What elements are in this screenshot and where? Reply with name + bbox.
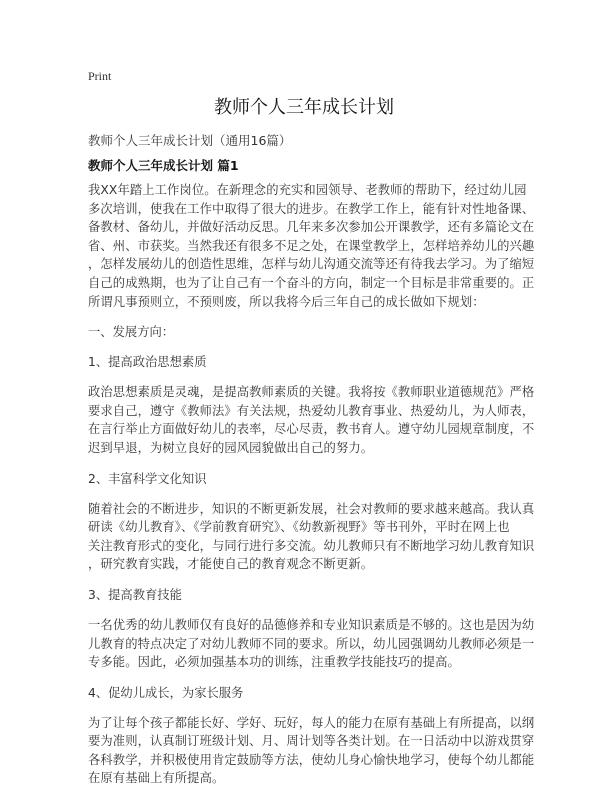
text-line: 备教材、备幼儿，并做好活动反思。几年来多次参加公开课教学，还有多篇论文在 (88, 220, 535, 235)
text-line: 自己的成熟期，也为了让自己有一个奋斗的方向，制定一个目标是非常重要的。正 (88, 275, 535, 290)
text-line: 要为准则，认真制订班级计划、月、周计划等各类计划。在一日活动中以游戏贯穿 (88, 734, 535, 749)
document-page (88, 68, 535, 800)
section-heading-4: 4、促幼儿成长，为家长服务 (88, 685, 244, 700)
section-heading-direction: 一、发展方向： (88, 325, 175, 340)
subtitle: 教师个人三年成长计划（通用16篇） (88, 133, 292, 148)
paragraph-politics (88, 383, 535, 457)
text-line: 我XX年踏上工作岗位。在新理念的充实和园领导、老教师的帮助下，经过幼儿园 (88, 183, 527, 197)
text-line: ，研究教育实践，才能使自己的教育观念不断更新。 (88, 557, 374, 572)
article-heading: 教师个人三年成长计划 篇1 (88, 158, 239, 173)
text-line: 在原有基础上有所提高。 (88, 771, 225, 786)
print-label[interactable]: Print (88, 69, 112, 83)
paragraph-growth (88, 714, 535, 788)
text-line: ，怎样发展幼儿的创造性思维，怎样与幼儿沟通交流等还有待我去学习。为了缩短 (88, 257, 535, 272)
text-line: 各科教学，并积极使用肯定鼓励等方法，使幼儿身心愉快地学习，使每个幼儿都能 (88, 752, 535, 767)
text-line: 研读《幼儿教育》、《学前教育研究》、《幼教新视野》等书刊外，平时在网上也 (88, 520, 510, 535)
text-line: 在言行举止方面做好幼儿的表率，尽心尽责，教书育人。遵守幼儿园规章制度，不 (88, 422, 535, 437)
text-line: 迟到早退，为树立良好的园风园貌做出自己的努力。 (88, 440, 374, 455)
text-line: 要求自己，遵守《教师法》有关法规，热爱幼儿教育事业、热爱幼儿，为人师表， (88, 403, 535, 418)
paragraph-intro (88, 181, 535, 311)
text-line: 政治思想素质是灵魂，是提高教师素质的关键。我将按《教师职业道德规范》严格 (88, 385, 535, 400)
section-heading-1: 1、提高政治思想素质 (88, 355, 207, 370)
page-title: 教师个人三年成长计划 (214, 97, 394, 118)
text-line: 专多能。因此，必须加强基本功的训练，注重教学技能技巧的提高。 (88, 655, 460, 670)
paragraph-knowledge (88, 500, 535, 574)
section-heading-3: 3、提高教育技能 (88, 587, 182, 602)
text-line: 所谓凡事预则立，不预则废，所以我将今后三年自己的成长做如下规划： (88, 294, 485, 309)
section-heading-2: 2、丰富科学文化知识 (88, 471, 207, 486)
text-line: 为了让每个孩子都能长好、学好、玩好，每人的能力在原有基础上有所提高，以纲 (88, 715, 535, 730)
text-line: 儿教育的特点决定了对幼儿教师不同的要求。所以，幼儿园强调幼儿教师必须是一 (88, 636, 535, 651)
text-line: 多次培训，使我在工作中取得了很大的进步。在教学工作上，能有针对性地备课、 (88, 201, 535, 216)
text-line: 随着社会的不断进步，知识的不断更新发展，社会对教师的要求越来越高。我认真 (88, 501, 535, 516)
text-line: 一名优秀的幼儿教师仅有良好的品德修养和专业知识素质是不够的。这也是因为幼 (88, 617, 535, 632)
text-line: 省、州、市获奖。当然我还有很多不足之处，在课堂教学上，怎样培养幼儿的兴趣 (88, 238, 535, 253)
text-line: 关注教育形式的变化，与同行进行多交流。幼儿教师只有不断地学习幼儿教育知识 (88, 538, 535, 553)
paragraph-skills (88, 616, 535, 672)
